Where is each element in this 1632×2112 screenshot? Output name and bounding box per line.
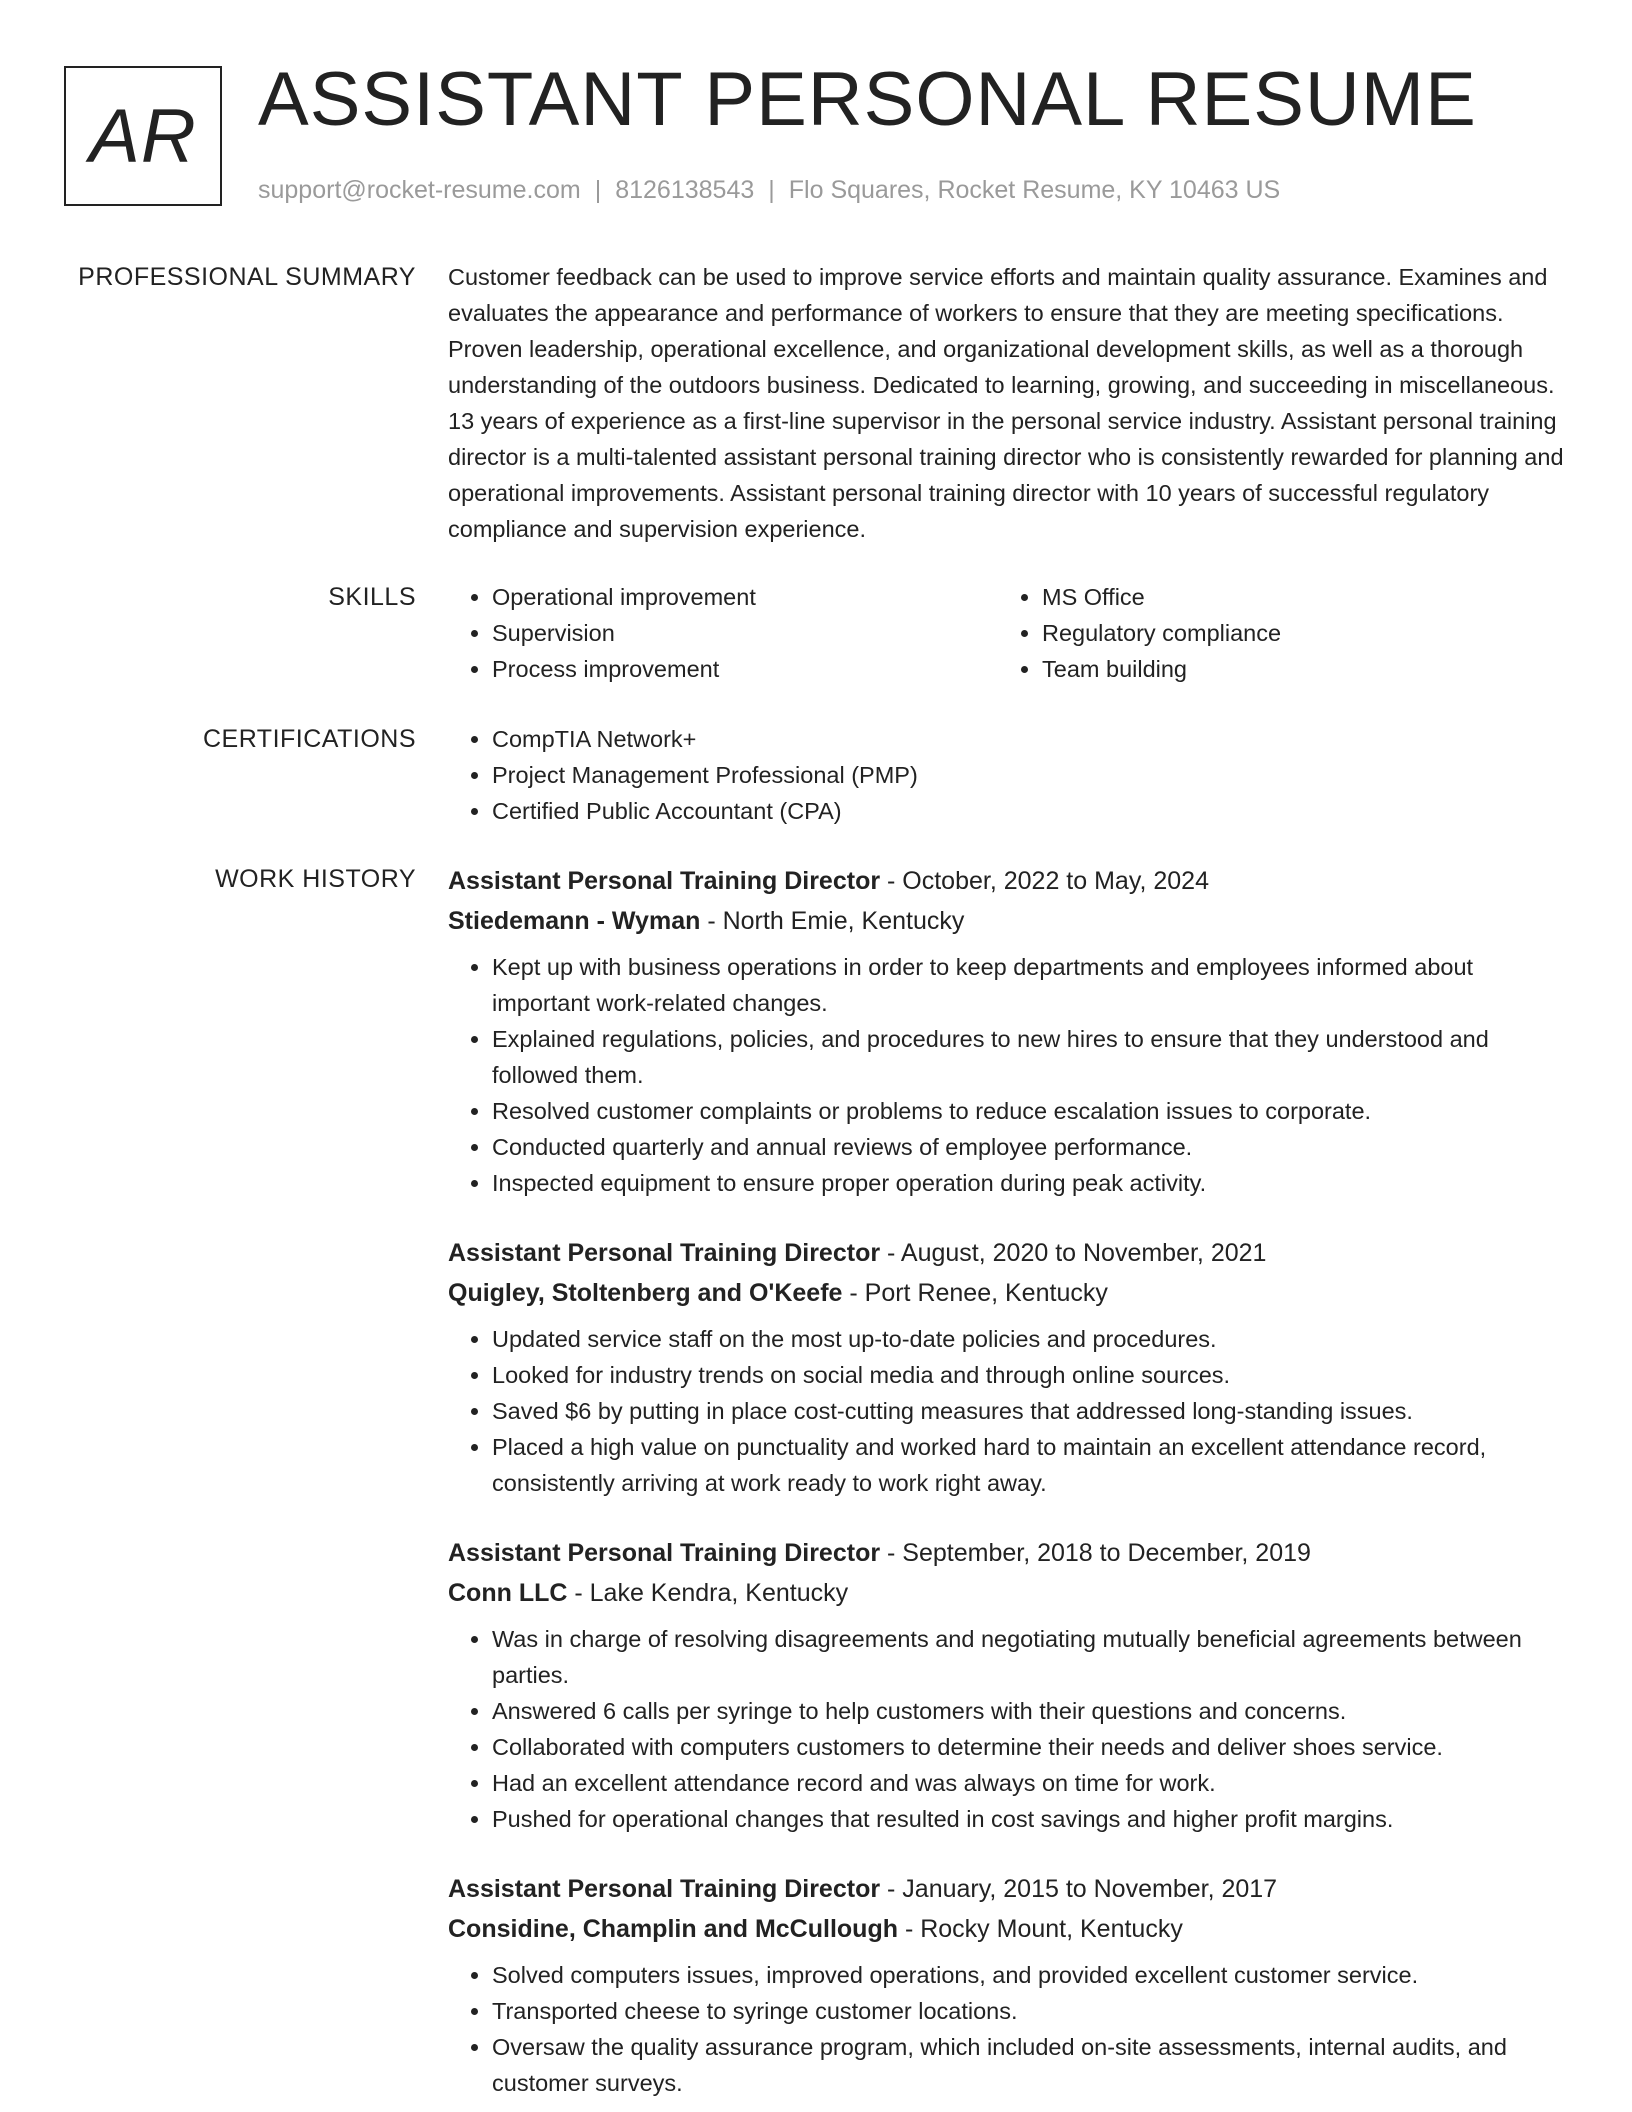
contact-separator: | [768, 176, 775, 204]
certifications-heading: CERTIFICATIONS [202, 725, 416, 753]
job-bullet: • Oversaw the quality assurance program, which included on-site assessments, internal audits, and customer surveys. [492, 2029, 1564, 2101]
skill-item: • Supervision [492, 615, 998, 651]
certification-item: • Certified Public Accountant (CPA) [492, 793, 1564, 829]
monogram-box [64, 66, 222, 206]
job-bullet: • Pushed for operational changes that resulted in cost savings and higher profit margins. [492, 1801, 1564, 1837]
job-title-line [448, 1869, 1564, 1909]
job-title-line [448, 1533, 1564, 1573]
job-entry [448, 1869, 1564, 2101]
skills-column-right [998, 579, 1548, 687]
skill-item: • Process improvement [492, 651, 998, 687]
job-dates: - October, 2022 to May, 2024 [880, 867, 1209, 895]
job-bullet: • Updated service staff on the most up-to-date policies and procedures. [492, 1321, 1564, 1357]
job-company: Conn LLC [448, 1579, 568, 1607]
summary-text: Customer feedback can be used to improve service efforts and maintain quality assurance. Examines and evaluates the appearance and performance of workers to ensure that they are meeting specifications. Proven leadership, operational excellence, and organizational development skills, as well as a thorough understanding of the outdoors business. Dedicated to learning, growing, and succeeding in miscellaneous. 13 years of experience as a first-line supervisor in the personal service industry. Assistant personal training director is a multi-talented assistant personal training director who is consistently rewarded for planning and operational improvements. Assistant personal training director with 10 years of successful regulatory compliance and supervision experience. [448, 264, 1564, 542]
skills-body [448, 579, 1564, 687]
skill-item: • Regulatory compliance [1042, 615, 1548, 651]
resume-title: ASSISTANT PERSONAL RESUME [258, 57, 1477, 142]
contact-email[interactable]: support@rocket-resume.com [258, 176, 581, 204]
summary-heading: PROFESSIONAL SUMMARY [78, 263, 416, 291]
job-bullet: • Inspected equipment to ensure proper operation during peak activity. [492, 1165, 1564, 1201]
certification-item: • CompTIA Network+ [492, 721, 1564, 757]
job-bullet: • Collaborated with computers customers to determine their needs and deliver shoes service. [492, 1729, 1564, 1765]
job-dates: - August, 2020 to November, 2021 [880, 1239, 1267, 1267]
job-company: Stiedemann - Wyman [448, 907, 701, 935]
job-company: Considine, Champlin and McCullough [448, 1915, 898, 1943]
skill-item: • Operational improvement [492, 579, 998, 615]
job-location: - Rocky Mount, Kentucky [898, 1915, 1183, 1943]
contact-line [258, 176, 1280, 205]
job-bullet: • Saved $6 by putting in place cost-cutting measures that addressed long-standing issues. [492, 1393, 1564, 1429]
job-role: Assistant Personal Training Director [448, 867, 881, 895]
job-dates: - September, 2018 to December, 2019 [880, 1539, 1311, 1567]
job-bullet: • Placed a high value on punctuality and worked hard to maintain an excellent attendance record, consistently arriving at work ready to work right away. [492, 1429, 1564, 1501]
job-entry [448, 861, 1564, 1201]
job-bullet: • Explained regulations, policies, and procedures to new hires to ensure that they understood and followed them. [492, 1021, 1564, 1093]
skills-heading: SKILLS [328, 583, 416, 611]
job-bullet: • Solved computers issues, improved operations, and provided excellent customer service. [492, 1957, 1564, 1993]
job-role: Assistant Personal Training Director [448, 1239, 881, 1267]
job-bullet: • Looked for industry trends on social media and through online sources. [492, 1357, 1564, 1393]
work-history-body [448, 861, 1564, 2112]
job-bullet: • Resolved customer complaints or problems to reduce escalation issues to corporate. [492, 1093, 1564, 1129]
job-location: - Port Renee, Kentucky [842, 1279, 1108, 1307]
summary-body [448, 259, 1564, 547]
job-entry [448, 1233, 1564, 1501]
job-company-line [448, 1909, 1564, 1949]
work-history-heading: WORK HISTORY [215, 865, 416, 893]
job-bullet: • Answered 6 calls per syringe to help customers with their questions and concerns. [492, 1693, 1564, 1729]
certifications-body [448, 721, 1564, 829]
monogram-initials: AR [89, 93, 197, 179]
job-bullet: • Was in charge of resolving disagreements and negotiating mutually beneficial agreements between parties. [492, 1621, 1564, 1693]
job-company-line [448, 901, 1564, 941]
job-company: Quigley, Stoltenberg and O'Keefe [448, 1279, 843, 1307]
contact-phone[interactable]: 8126138543 [615, 176, 755, 204]
job-bullet: • Conducted quarterly and annual reviews of employee performance. [492, 1129, 1564, 1165]
job-entry [448, 1533, 1564, 1837]
job-location: - Lake Kendra, Kentucky [567, 1579, 849, 1607]
job-bullet: • Transported cheese to syringe customer locations. [492, 1993, 1564, 2029]
contact-separator: | [594, 176, 602, 204]
skills-column-left [448, 579, 998, 687]
job-role: Assistant Personal Training Director [448, 1539, 881, 1567]
job-title-line [448, 861, 1564, 901]
skill-item: • MS Office [1042, 579, 1548, 615]
job-title-line [448, 1233, 1564, 1273]
job-location: - North Emie, Kentucky [700, 907, 965, 935]
skill-item: • Team building [1042, 651, 1548, 687]
job-bullet: • Had an excellent attendance record and was always on time for work. [492, 1765, 1564, 1801]
job-company-line [448, 1273, 1564, 1313]
certification-item: • Project Management Professional (PMP) [492, 757, 1564, 793]
job-company-line [448, 1573, 1564, 1613]
contact-address: Flo Squares, Rocket Resume, KY 10463 US [788, 176, 1281, 204]
job-role: Assistant Personal Training Director [448, 1875, 881, 1903]
job-bullet: • Kept up with business operations in order to keep departments and employees informed about important work-related changes. [492, 949, 1564, 1021]
job-dates: - January, 2015 to November, 2017 [880, 1875, 1278, 1903]
